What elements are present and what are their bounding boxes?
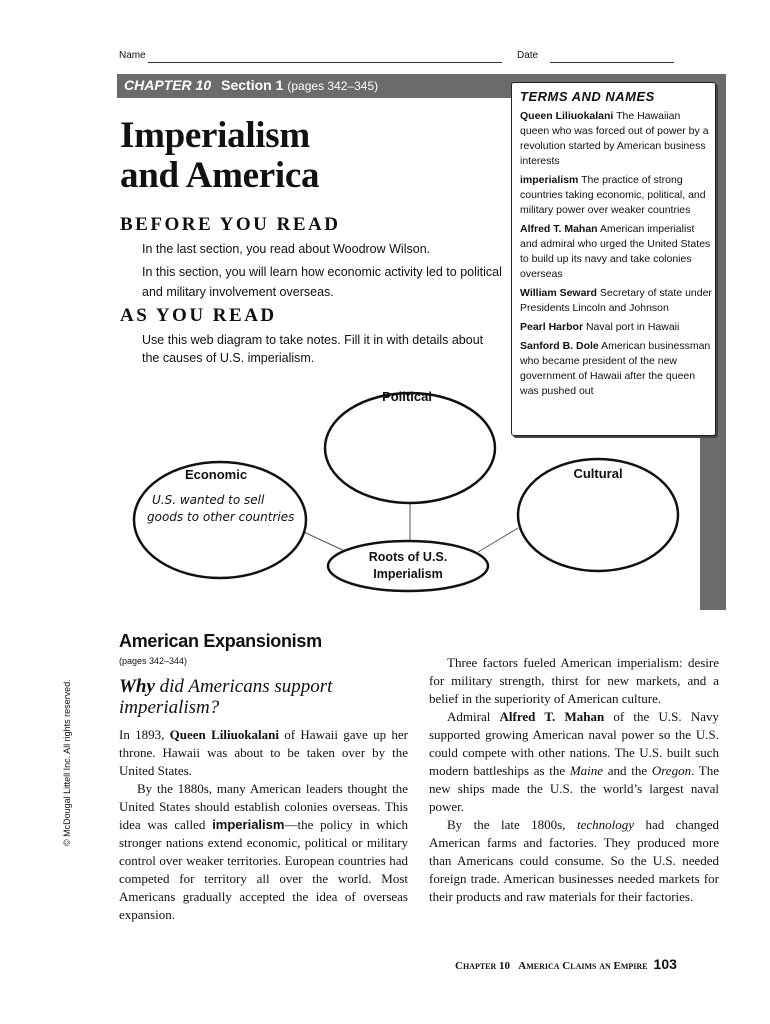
date-label: Date bbox=[517, 50, 539, 61]
paragraph bbox=[429, 708, 719, 816]
term-item bbox=[520, 286, 712, 316]
term-item bbox=[520, 109, 712, 169]
center-label-2: Imperialism bbox=[373, 567, 443, 581]
text: By the late 1800s, bbox=[447, 817, 577, 832]
before-you-read-p2: In this section, you will learn how economic activity led to political and military involvement overseas. bbox=[142, 265, 502, 299]
paragraph bbox=[429, 816, 719, 906]
name-label: Name bbox=[119, 50, 146, 61]
body-column-left bbox=[119, 726, 408, 924]
center-label-1: Roots of U.S. bbox=[368, 550, 448, 564]
term-name: imperialism bbox=[520, 174, 579, 186]
term-item bbox=[520, 222, 712, 282]
term-definition: Secretary of state under Presidents Lincoln and Johnson bbox=[520, 287, 712, 314]
page-title bbox=[120, 116, 319, 196]
paragraph: Three factors fueled American imperialism: desire for military strength, thirst for new markets, and a belief in the superiority of American culture. bbox=[429, 655, 719, 706]
paragraph bbox=[119, 780, 408, 924]
political-circle[interactable] bbox=[325, 393, 495, 503]
center-label bbox=[348, 549, 468, 583]
term-name: Queen Liliuokalani bbox=[520, 110, 614, 122]
text: . The new ships made the U.S. the world’s largest naval power. bbox=[429, 763, 720, 814]
term-name: Pearl Harbor bbox=[520, 321, 584, 333]
term-name: William Seward bbox=[520, 287, 597, 299]
question-why: Why bbox=[119, 676, 155, 697]
section-question bbox=[119, 676, 409, 718]
economic-note-2[interactable]: goods to other countries bbox=[147, 510, 295, 524]
ship-name: Maine bbox=[569, 763, 604, 778]
term-item bbox=[520, 320, 712, 335]
chapter-label: CHAPTER 10 bbox=[124, 77, 212, 93]
term-name: Alfred T. Mahan bbox=[520, 223, 598, 235]
title-line-2: and America bbox=[120, 155, 320, 196]
section-pages: (pages 342–344) bbox=[119, 656, 188, 666]
paragraph bbox=[119, 726, 408, 780]
term-italic: technology bbox=[576, 817, 634, 832]
connector-cultural bbox=[478, 528, 518, 552]
economic-label: Economic bbox=[184, 467, 248, 482]
text: Admiral bbox=[447, 709, 500, 724]
text: had changed American farms and factories. They produced more than Americans could consume. So the U.S. needed foreign trade. American businesses needed markets for their products and raw materials for their factories. bbox=[429, 817, 719, 904]
page-footer bbox=[455, 956, 677, 972]
term-definition: Naval port in Hawaii bbox=[585, 321, 680, 333]
as-you-read-heading: AS YOU READ bbox=[120, 305, 277, 326]
text: and the bbox=[603, 763, 652, 778]
term-definition: American businessman who became president of the new government of Hawaii after the queen was pushed out bbox=[520, 340, 711, 397]
text: of Hawaii gave up her throne. Hawaii was about to be taken over by the United States. bbox=[119, 727, 408, 778]
term-definition: The practice of strong countries taking economic, political, and military power over weaker countries bbox=[520, 174, 706, 216]
before-you-read-p1: In the last section, you read about Woodrow Wilson. bbox=[142, 242, 431, 256]
term-definition: American imperialist and admiral who urged the United States to build up its navy and take colonies overseas bbox=[520, 223, 711, 280]
ship-name: Oregon bbox=[651, 763, 692, 778]
section-heading: American Expansionism bbox=[119, 631, 322, 651]
political-label: Political bbox=[382, 389, 432, 404]
term-bold: Queen Liliuokalani bbox=[169, 727, 279, 742]
cultural-label: Cultural bbox=[573, 466, 623, 481]
date-line bbox=[550, 62, 674, 63]
text: In 1893, bbox=[119, 727, 170, 742]
footer-title: America Claims an Empire bbox=[518, 960, 648, 972]
text: of the U.S. Navy supported growing American naval power so the U.S. could compete with other nations. The U.S. built such modern battleships as the bbox=[429, 709, 719, 778]
title-line-1: Imperialism bbox=[120, 115, 310, 156]
term-bold: Alfred T. Mahan bbox=[499, 709, 605, 724]
term-bold: imperialism bbox=[212, 817, 285, 832]
question-rest: did Americans support imperialism? bbox=[119, 676, 333, 718]
name-line bbox=[148, 62, 502, 63]
as-you-read-p1: Use this web diagram to take notes. Fill it in with details about the causes of U.S. imperialism. bbox=[142, 333, 484, 365]
economic-note-1[interactable]: U.S. wanted to sell bbox=[152, 493, 265, 507]
text: By the 1880s, many American leaders thought the United States should establish colonies overseas. This idea was called bbox=[119, 781, 408, 832]
page-number: 103 bbox=[653, 956, 677, 972]
term-item bbox=[520, 173, 712, 218]
term-definition: The Hawaiian queen who was forced out of power by a revolution started by American business interests bbox=[520, 110, 709, 167]
section-label: Section 1 bbox=[221, 77, 284, 93]
body-column-right bbox=[429, 654, 719, 906]
section-pages: (pages 342–345) bbox=[287, 79, 379, 93]
chapter-heading bbox=[124, 77, 378, 93]
before-you-read-heading: BEFORE YOU READ bbox=[120, 214, 341, 235]
footer-chapter: Chapter 10 bbox=[455, 960, 511, 972]
terms-title: TERMS AND NAMES bbox=[520, 89, 655, 104]
text: —the policy in which stronger nations extend economic, political or military control over weaker territories. European countries had competed for territory all over the world. Most Americans gradually accepted the idea of overseas expansion. bbox=[119, 817, 408, 922]
term-name: Sanford B. Dole bbox=[520, 340, 599, 352]
copyright-notice: © McDougal Littell Inc. All rights reserved. bbox=[62, 679, 72, 846]
